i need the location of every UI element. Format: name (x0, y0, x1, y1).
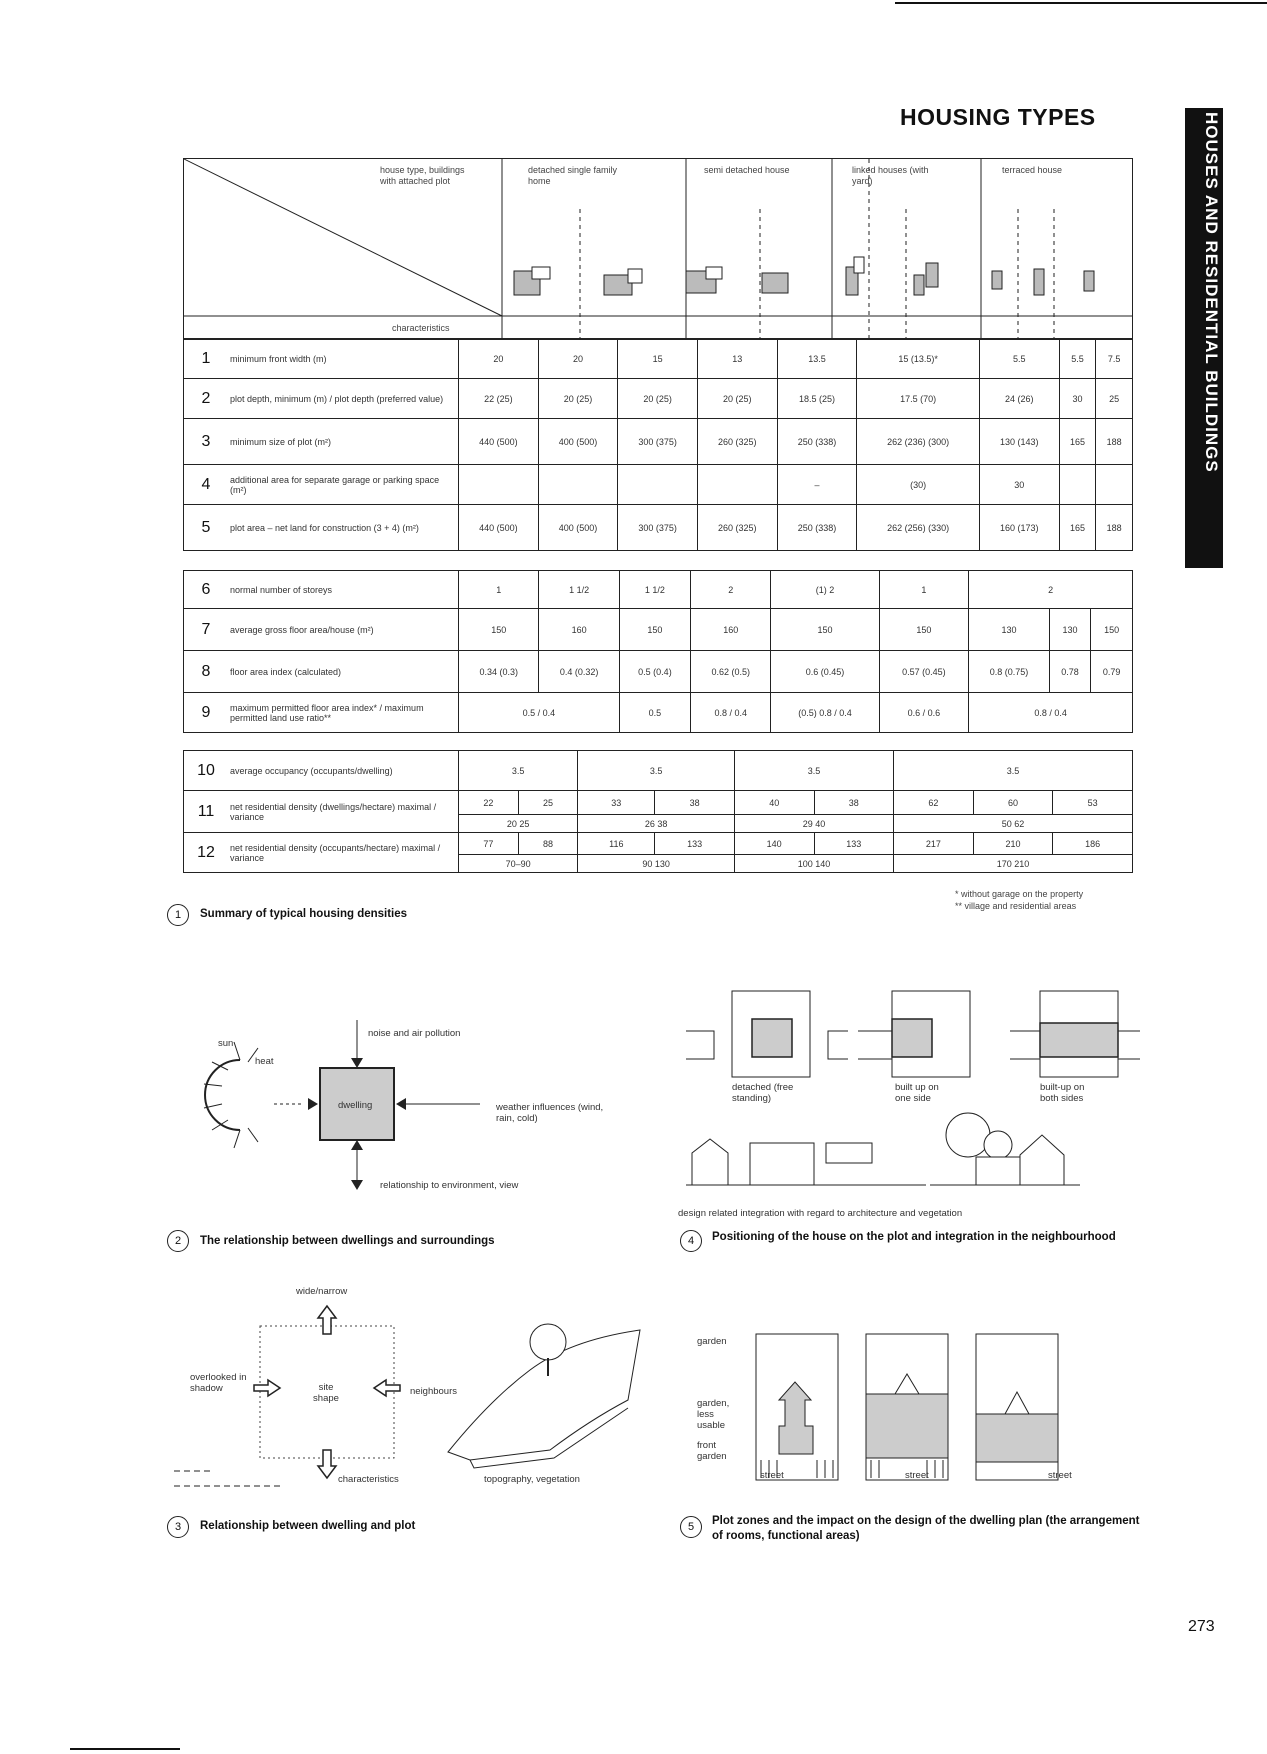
fig2-label-weather: weather influences (wind, rain, cold) (496, 1102, 604, 1124)
cell: 0.8 / 0.4 (969, 693, 1133, 733)
cell: (0.5) 0.8 / 0.4 (771, 693, 879, 733)
cell: 15 (13.5)* (857, 339, 980, 379)
cell: 13 (697, 339, 777, 379)
cell: 262 (256) (330) (857, 505, 980, 551)
cell: 3.5 (578, 751, 735, 791)
table-row (184, 379, 1133, 419)
fig3-label-overlooked: overlooked in shadow (190, 1372, 247, 1394)
row-label: maximum permitted floor area index* / maximum permitted land use ratio** (228, 693, 459, 733)
cell: 3.5 (734, 751, 893, 791)
table-row (184, 693, 1133, 733)
cell: 88 (518, 833, 578, 855)
cell: 300 (375) (618, 505, 698, 551)
cell: 160 (173) (979, 505, 1059, 551)
cell: 188 (1096, 419, 1133, 465)
cell (697, 465, 777, 505)
fig2-label-sun: sun (218, 1038, 234, 1049)
cell: 20 (25) (538, 379, 618, 419)
cell: 300 (375) (618, 419, 698, 465)
type-terraced: terraced house (1002, 165, 1063, 175)
cell (459, 465, 539, 505)
fig2-caption: The relationship between dwellings and surroundings (200, 1235, 495, 1247)
cell: 26 38 (578, 815, 735, 833)
cell: 250 (338) (777, 505, 857, 551)
row-label: minimum front width (m) (228, 339, 459, 379)
cell: 20 (538, 339, 618, 379)
cell: 50 62 (894, 815, 1133, 833)
cell: 133 (814, 833, 894, 855)
corner-top-label: house type, buildings with attached plot (380, 165, 465, 186)
table-row (184, 419, 1133, 465)
cell: 3.5 (459, 751, 578, 791)
row-number: 3 (184, 419, 229, 465)
fig5-number: 5 (680, 1516, 702, 1538)
cell: 1 (459, 571, 539, 609)
cell: 13.5 (777, 339, 857, 379)
cell: 53 (1053, 791, 1133, 815)
cell: 188 (1096, 505, 1133, 551)
cell: 1 (879, 571, 969, 609)
cell: 5.5 (979, 339, 1059, 379)
table-block-a (183, 338, 1133, 551)
fig1-caption: Summary of typical housing densities (200, 908, 408, 920)
footnote-2: ** village and residential areas (955, 901, 1077, 911)
cell: 7.5 (1096, 339, 1133, 379)
cell: 260 (325) (697, 505, 777, 551)
fig1-number: 1 (167, 904, 189, 926)
cell: 250 (338) (777, 419, 857, 465)
cell: 150 (459, 609, 539, 651)
fig3-caption: Relationship between dwelling and plot (200, 1520, 416, 1532)
cell: 100 140 (734, 855, 893, 873)
cell: – (777, 465, 857, 505)
cell: 20 (25) (618, 379, 698, 419)
table-header (183, 158, 1133, 340)
cell: 262 (236) (300) (857, 419, 980, 465)
cell: 90 130 (578, 855, 735, 873)
fig4-label-detached: detached (free standing) (732, 1082, 794, 1104)
cell: 170 210 (894, 855, 1133, 873)
cell: 150 (771, 609, 879, 651)
cell: 20 (25) (697, 379, 777, 419)
cell: 260 (325) (697, 419, 777, 465)
cell (538, 465, 618, 505)
cell: 140 (734, 833, 814, 855)
fig5-caption: Plot zones and the impact on the design of the dwelling plan (the arrangement of rooms, functional areas) (712, 1515, 1140, 1542)
table-row (184, 571, 1133, 609)
cell: 25 (1096, 379, 1133, 419)
fig2-label-heat: heat (255, 1056, 274, 1067)
cell (618, 465, 698, 505)
cell: 210 (973, 833, 1053, 855)
row-number: 2 (184, 379, 229, 419)
row-label: normal number of storeys (228, 571, 459, 609)
bottom-rule (70, 1748, 180, 1750)
cell: 29 40 (734, 815, 893, 833)
type-detached: detached single family home (528, 165, 618, 186)
table-row (184, 791, 1133, 815)
cell: 18.5 (25) (777, 379, 857, 419)
cell: 0.6 / 0.6 (879, 693, 969, 733)
row-label: floor area index (calculated) (228, 651, 459, 693)
fig4-number: 4 (680, 1230, 702, 1252)
table-block-c (183, 750, 1133, 873)
cell: 133 (655, 833, 735, 855)
cell: 0.8 / 0.4 (691, 693, 771, 733)
cell: 160 (539, 609, 619, 651)
cell: (1) 2 (771, 571, 879, 609)
fig3-label-char: characteristics (338, 1474, 399, 1485)
fig5-label-front: front garden (697, 1440, 727, 1462)
row-label: net residential density (occupants/hectare) maximal / variance (228, 833, 459, 873)
cell: 1 1/2 (619, 571, 690, 609)
cell: (30) (857, 465, 980, 505)
cell: 60 (973, 791, 1053, 815)
fig5-label-street-3: street (1048, 1470, 1072, 1481)
cell: 1 1/2 (539, 571, 619, 609)
fig3-label-topo: topography, vegetation (484, 1474, 580, 1485)
cell: 165 (1059, 419, 1096, 465)
fig3-label-site: site shape (313, 1382, 339, 1404)
fig5-label-street-1: street (760, 1470, 784, 1481)
fig3-label-wide: wide/narrow (296, 1286, 348, 1297)
fig4-label-both: built-up on both sides (1040, 1082, 1085, 1104)
top-rule (895, 2, 1267, 4)
cell: 20 25 (459, 815, 578, 833)
row-label: minimum size of plot (m²) (228, 419, 459, 465)
fig3-number: 3 (167, 1516, 189, 1538)
row-number: 12 (184, 833, 229, 873)
cell: 62 (894, 791, 974, 815)
table-row (184, 651, 1133, 693)
cell: 400 (500) (538, 419, 618, 465)
fig3-label-neigh: neighbours (410, 1386, 458, 1397)
fig4-label-design: design related integration with regard to architecture and vegetation (678, 1208, 963, 1219)
cell (1096, 465, 1133, 505)
cell: 150 (879, 609, 969, 651)
fig4-label-one: built up on one side (895, 1082, 939, 1104)
table-row (184, 833, 1133, 855)
cell: 130 (1049, 609, 1091, 651)
cell (1059, 465, 1096, 505)
cell: 116 (578, 833, 655, 855)
cell: 0.8 (0.75) (969, 651, 1049, 693)
row-number: 11 (184, 791, 229, 833)
cell: 40 (734, 791, 814, 815)
cell: 0.5 / 0.4 (459, 693, 620, 733)
cell: 440 (500) (459, 505, 539, 551)
cell: 160 (691, 609, 771, 651)
cell: 0.57 (0.45) (879, 651, 969, 693)
footnote-1: * without garage on the property (955, 889, 1084, 899)
row-number: 7 (184, 609, 229, 651)
type-linked: linked houses (with yard) (852, 165, 929, 186)
cell: 440 (500) (459, 419, 539, 465)
row-number: 6 (184, 571, 229, 609)
cell: 130 (143) (979, 419, 1059, 465)
row-number: 8 (184, 651, 229, 693)
table-row (184, 465, 1133, 505)
cell: 15 (618, 339, 698, 379)
fig2-label-dwelling: dwelling (338, 1100, 373, 1111)
cell: 130 (969, 609, 1049, 651)
cell: 0.78 (1049, 651, 1091, 693)
fig4-caption: Positioning of the house on the plot and integration in the neighbourhood (712, 1231, 1116, 1243)
cell: 25 (518, 791, 578, 815)
cell: 77 (459, 833, 519, 855)
row-label: average gross floor area/house (m²) (228, 609, 459, 651)
page-title: HOUSING TYPES (900, 104, 1096, 130)
cell: 186 (1053, 833, 1133, 855)
cell: 0.34 (0.3) (459, 651, 539, 693)
cell: 22 (25) (459, 379, 539, 419)
row-label: plot depth, minimum (m) / plot depth (preferred value) (228, 379, 459, 419)
cell: 30 (1059, 379, 1096, 419)
cell: 30 (979, 465, 1059, 505)
type-semi: semi detached house (704, 165, 790, 175)
cell: 400 (500) (538, 505, 618, 551)
row-label: plot area – net land for construction (3 + 4) (m²) (228, 505, 459, 551)
cell: 2 (691, 571, 771, 609)
cell: 150 (1091, 609, 1133, 651)
table-block-b (183, 570, 1133, 733)
fig5-label-street-2: street (905, 1470, 929, 1481)
cell: 38 (814, 791, 894, 815)
cell: 0.5 (619, 693, 690, 733)
diagonal-line (184, 159, 1132, 339)
corner-bottom-label: characteristics (392, 323, 450, 333)
row-number: 5 (184, 505, 229, 551)
cell: 38 (655, 791, 735, 815)
cell: 22 (459, 791, 519, 815)
cell: 0.4 (0.32) (539, 651, 619, 693)
cell: 5.5 (1059, 339, 1096, 379)
row-label: net residential density (dwellings/hectare) maximal / variance (228, 791, 459, 833)
fig2-label-noise: noise and air pollution (368, 1028, 461, 1039)
row-number: 9 (184, 693, 229, 733)
fig2-number: 2 (167, 1230, 189, 1252)
row-number: 1 (184, 339, 229, 379)
row-number: 10 (184, 751, 229, 791)
cell: 0.5 (0.4) (619, 651, 690, 693)
cell: 165 (1059, 505, 1096, 551)
cell: 2 (969, 571, 1133, 609)
page-number: 273 (1188, 1618, 1215, 1635)
cell: 20 (459, 339, 539, 379)
table-row (184, 505, 1133, 551)
fig5-label-less: garden, less usable (697, 1398, 730, 1431)
cell: 33 (578, 791, 655, 815)
cell: 3.5 (894, 751, 1133, 791)
fig5-diagram (755, 1330, 1155, 1490)
cell: 0.6 (0.45) (771, 651, 879, 693)
cell: 217 (894, 833, 974, 855)
cell: 0.79 (1091, 651, 1133, 693)
cell: 17.5 (70) (857, 379, 980, 419)
side-label: HOUSES AND RESIDENTIAL BUILDINGS (1202, 112, 1221, 473)
row-label: average occupancy (occupants/dwelling) (228, 751, 459, 791)
cell: 24 (26) (979, 379, 1059, 419)
table-row (184, 339, 1133, 379)
table-row (184, 609, 1133, 651)
cell: 150 (619, 609, 690, 651)
table-row (184, 751, 1133, 791)
fig5-label-garden: garden (697, 1336, 727, 1347)
row-number: 4 (184, 465, 229, 505)
cell: 0.62 (0.5) (691, 651, 771, 693)
fig2-label-env: relationship to environment, view (380, 1180, 519, 1191)
row-label: additional area for separate garage or parking space (m²) (228, 465, 459, 505)
cell: 70–90 (459, 855, 578, 873)
